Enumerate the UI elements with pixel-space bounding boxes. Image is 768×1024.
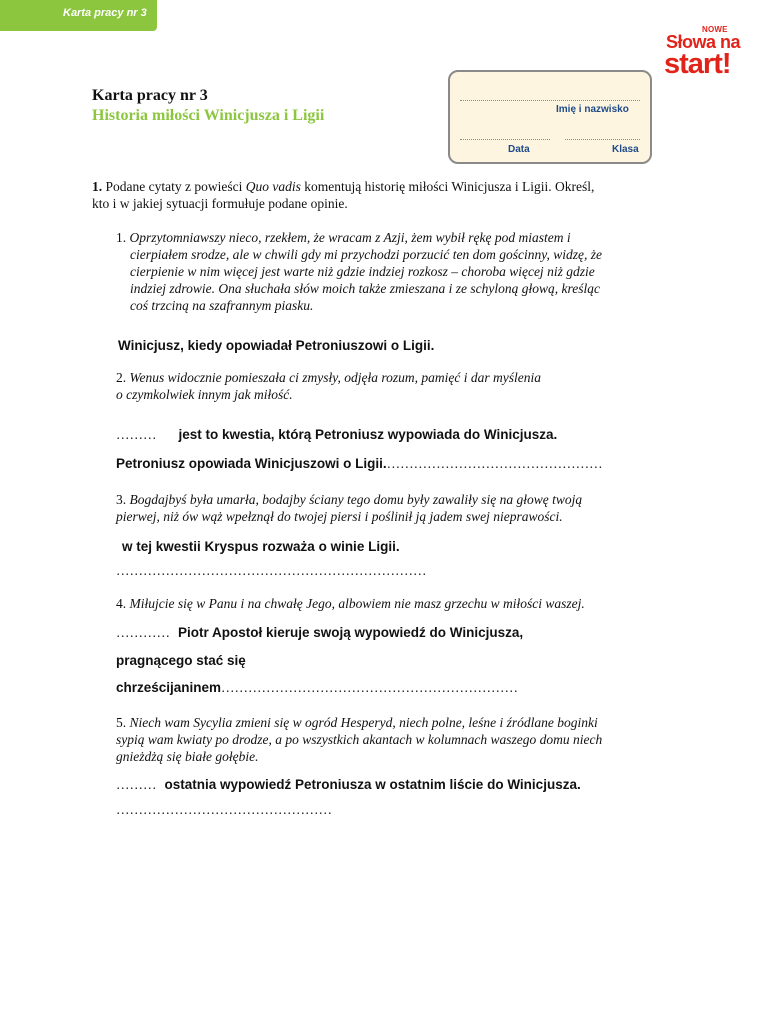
quote-4-answer-2[interactable]: pragnącego stać się [116,653,246,668]
quote-4-answer-3: chrześcijaninem [116,680,222,695]
quote-1-line-5: coś trzciną na szafrannym piasku. [130,298,314,313]
quote-3-line-1 [116,491,582,508]
quote-3-text: Bogdajbyś była umarła, bodajby ściany tego domu były zawaliły się na głowę twoją [129,492,583,507]
quote-2-line-1 [116,369,541,386]
quote-5-answer: ostatnia wypowiedź Petroniusza w ostatnim liście do Winicjusza. [164,777,581,792]
quote-1-line-4: indziej zdrowie. Ona słuchała słów moich także zmieszana i ze schyloną głową, kreśląc [130,281,600,296]
quote-1-answer[interactable]: Winicjusz, kiedy opowiadał Petroniuszowi o Ligii. [118,338,435,353]
task-number: 1. [92,179,103,194]
quote-1-line-2: cierpiałem srodze, ale w chwili gdy mi przychodzi porzucić ten dom gościnny, widzę, że [130,247,602,262]
book-title: Quo vadis [245,179,301,194]
quote-2-answer-row-2[interactable] [116,455,603,472]
quote-4-line-1 [116,595,585,612]
page-title: Karta pracy nr 3 [92,87,208,104]
quote-2-answer-dots: ……… [116,427,157,442]
quote-2-answer-2-dots: ………………………………………… [386,456,603,471]
name-line[interactable] [460,100,640,101]
quote-1-number: 1. [116,230,130,245]
quote-5-line-2: sypią wam kwiaty po drodze, a po wszystkich akantach w kolumnach waszego domu niech [116,732,603,747]
logo-line-3: start! [664,48,731,80]
task-intro-line-2: kto i w jakiej sytuacji formułuje podane opinie. [92,196,348,211]
quote-5-number: 5. [116,715,130,730]
quote-4-text: Miłujcie się w Panu i na chwałę Jego, albowiem nie masz grzechu w miłości waszej. [129,596,585,611]
quote-5-text: Niech wam Sycylia zmieni się w ogród Hesperyd, niech polne, leśne i źródlane boginki [129,715,598,730]
quote-5-line-3: gnieżdżą się białe gołębie. [116,749,259,764]
quote-2-line-2: o czymkolwiek innym jak miłość. [116,387,293,402]
quote-1-line-1 [116,229,571,246]
quote-3-answer[interactable]: w tej kwestii Kryspus rozważa o winie Ligii. [122,539,400,554]
quote-4-answer-row-3[interactable] [116,679,518,696]
task-intro-text-cont: komentują historię miłości Winicjusza i Ligii. Określ, [300,179,595,194]
quote-1-text: Oprzytomniawszy nieco, rzekłem, że wracam z Azji, żem wybił rękę pod miastem i [129,230,571,245]
name-label: Imię i nazwisko [556,104,629,115]
quote-2-answer-2: Petroniusz opowiada Winicjuszowi o Ligii. [116,456,387,471]
quote-3-number: 3. [116,492,130,507]
quote-5-answer-line-dots[interactable]: ………………………………………… [116,802,332,817]
quote-4-answer-row[interactable] [116,624,523,641]
quote-5-answer-row[interactable] [116,776,581,793]
date-label: Data [508,144,530,155]
class-line[interactable] [565,139,640,140]
page-subtitle: Historia miłości Winicjusza i Ligii [92,107,325,124]
quote-2-text: Wenus widocznie pomieszała ci zmysły, odjęła rozum, pamięć i dar myślenia [129,370,541,385]
quote-5-answer-dots: ……… [116,777,157,792]
quote-4-answer-dots: ………… [116,625,170,640]
task-intro-line-1 [92,178,594,195]
quote-4-answer-3-dots: ………………………………………………………… [221,680,519,695]
quote-4-answer: Piotr Apostoł kieruje swoją wypowiedź do Winicjusza, [178,625,524,640]
quote-2-answer: jest to kwestia, którą Petroniusz wypowiada do Winicjusza. [178,427,558,442]
logo-line-1: NOWE [702,25,728,34]
logo-line-2: Słowa na [666,32,741,52]
task-intro-text: Podane cytaty z powieści [102,179,246,194]
class-label: Klasa [612,144,639,155]
quote-3-line-2: pierwej, niż ów wąż wpełznął do twojej piersi i poślinił ją jadem swej nieprawości. [116,509,563,524]
quote-4-number: 4. [116,596,130,611]
quote-2-number: 2. [116,370,130,385]
quote-1-line-3: cierpienie w nim więcej jest warte niż gdzie indziej rozkosz – choroba więcej niż gdzie [130,264,595,279]
date-line[interactable] [460,139,550,140]
worksheet-tab [0,0,157,31]
student-info-box [448,70,652,164]
quote-2-answer-row[interactable] [116,426,557,443]
quote-5-line-1 [116,714,598,731]
worksheet-tab-label: Karta pracy nr 3 [63,7,147,19]
publisher-logo [664,22,746,78]
quote-3-answer-dots[interactable]: …………………………………………………………… [116,563,427,578]
